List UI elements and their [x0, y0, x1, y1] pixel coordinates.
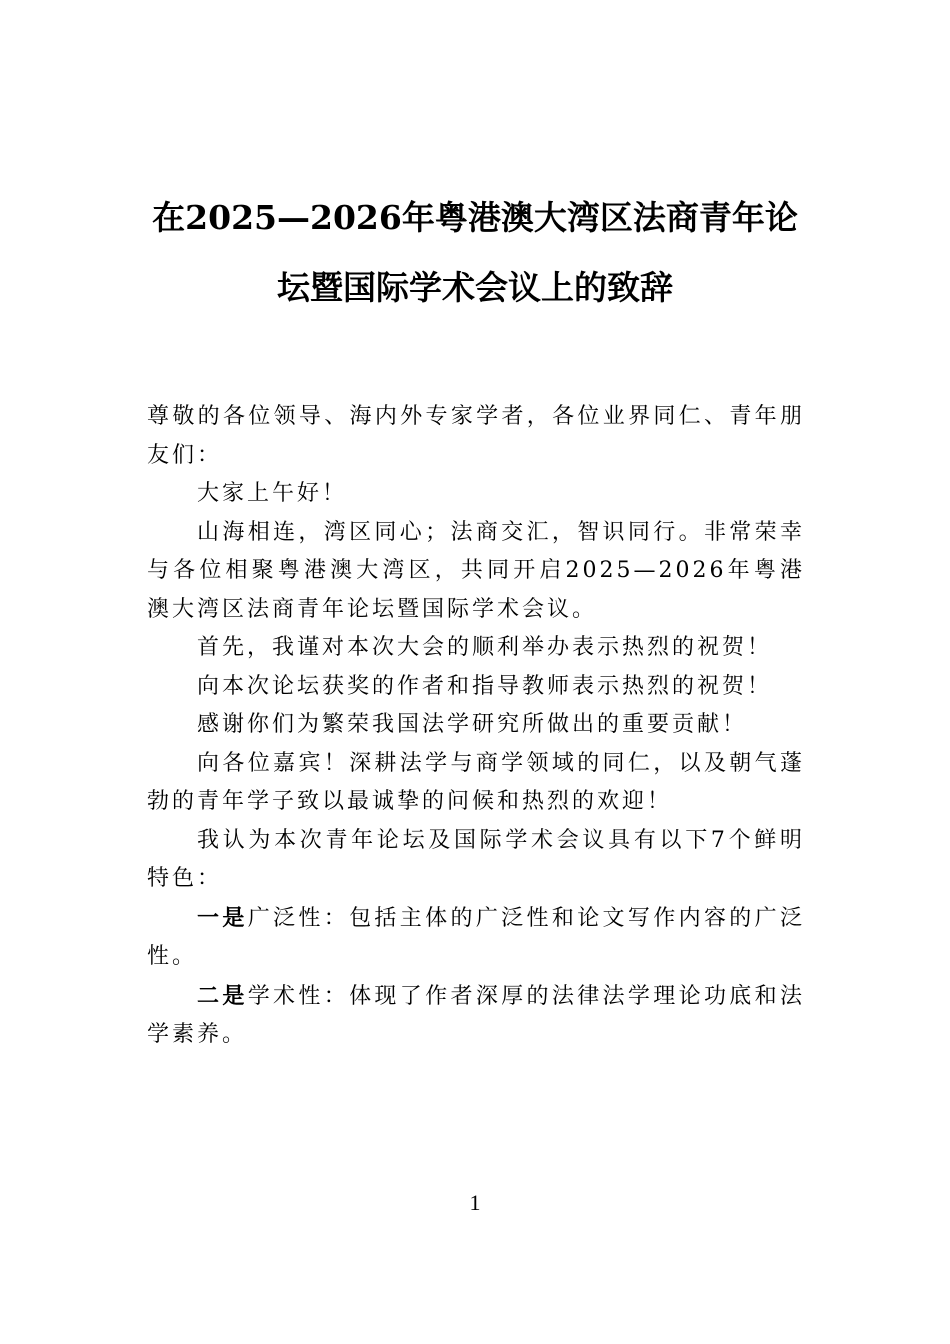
opening-paragraph — [147, 514, 805, 630]
document-title-line-2: 坛暨国际学术会议上的致辞 — [277, 268, 673, 307]
congratulation-paragraph — [147, 629, 805, 668]
feature-paragraph-1 — [147, 899, 805, 977]
welcome-text: 向各位嘉宾！深耕法学与商学领域的同仁，以及朝气蓬勃的青年学子致以最诚挚的问候和热烈的欢迎！ — [147, 750, 805, 814]
page-number: 1 — [469, 1190, 481, 1215]
greeting-text: 大家上午好！ — [197, 481, 348, 506]
greeting-paragraph — [147, 475, 805, 514]
feature-lead-2: 二是 — [197, 982, 248, 1009]
welcome-paragraph — [147, 745, 805, 822]
congratulation-text: 首先，我谨对本次大会的顺利举办表示热烈的祝贺！ — [197, 635, 773, 660]
features-intro-paragraph — [147, 822, 805, 899]
feature-text-1: 广泛性：包括主体的广泛性和论文写作内容的广泛性。 — [147, 905, 805, 969]
features-intro-text: 我认为本次青年论坛及国际学术会议具有以下7个鲜明特色： — [147, 827, 805, 891]
feature-paragraph-2 — [147, 977, 805, 1055]
document-title-line-1: 在2025—2026年粤港澳大湾区法商青年论 — [152, 198, 798, 237]
opening-text: 山海相连，湾区同心；法商交汇，智识同行。非常荣幸与各位相聚粤港澳大湾区，共同开启2025—2026年粤港澳大湾区法商青年论坛暨国际学术会议。 — [147, 519, 805, 622]
award-paragraph — [147, 668, 805, 707]
document-body — [147, 398, 805, 1055]
award-text: 向本次论坛获奖的作者和指导教师表示热烈的祝贺！ — [197, 673, 773, 699]
salutation-paragraph — [147, 398, 805, 475]
salutation-text: 尊敬的各位领导、海内外专家学者，各位业界同仁、青年朋友们： — [147, 404, 805, 468]
thanks-text: 感谢你们为繁荣我国法学研究所做出的重要贡献！ — [197, 712, 748, 737]
feature-text-2: 学术性：体现了作者深厚的法律法学理论功底和法学素养。 — [147, 983, 805, 1047]
feature-lead-1: 一是 — [197, 904, 248, 931]
thanks-paragraph — [147, 706, 805, 745]
